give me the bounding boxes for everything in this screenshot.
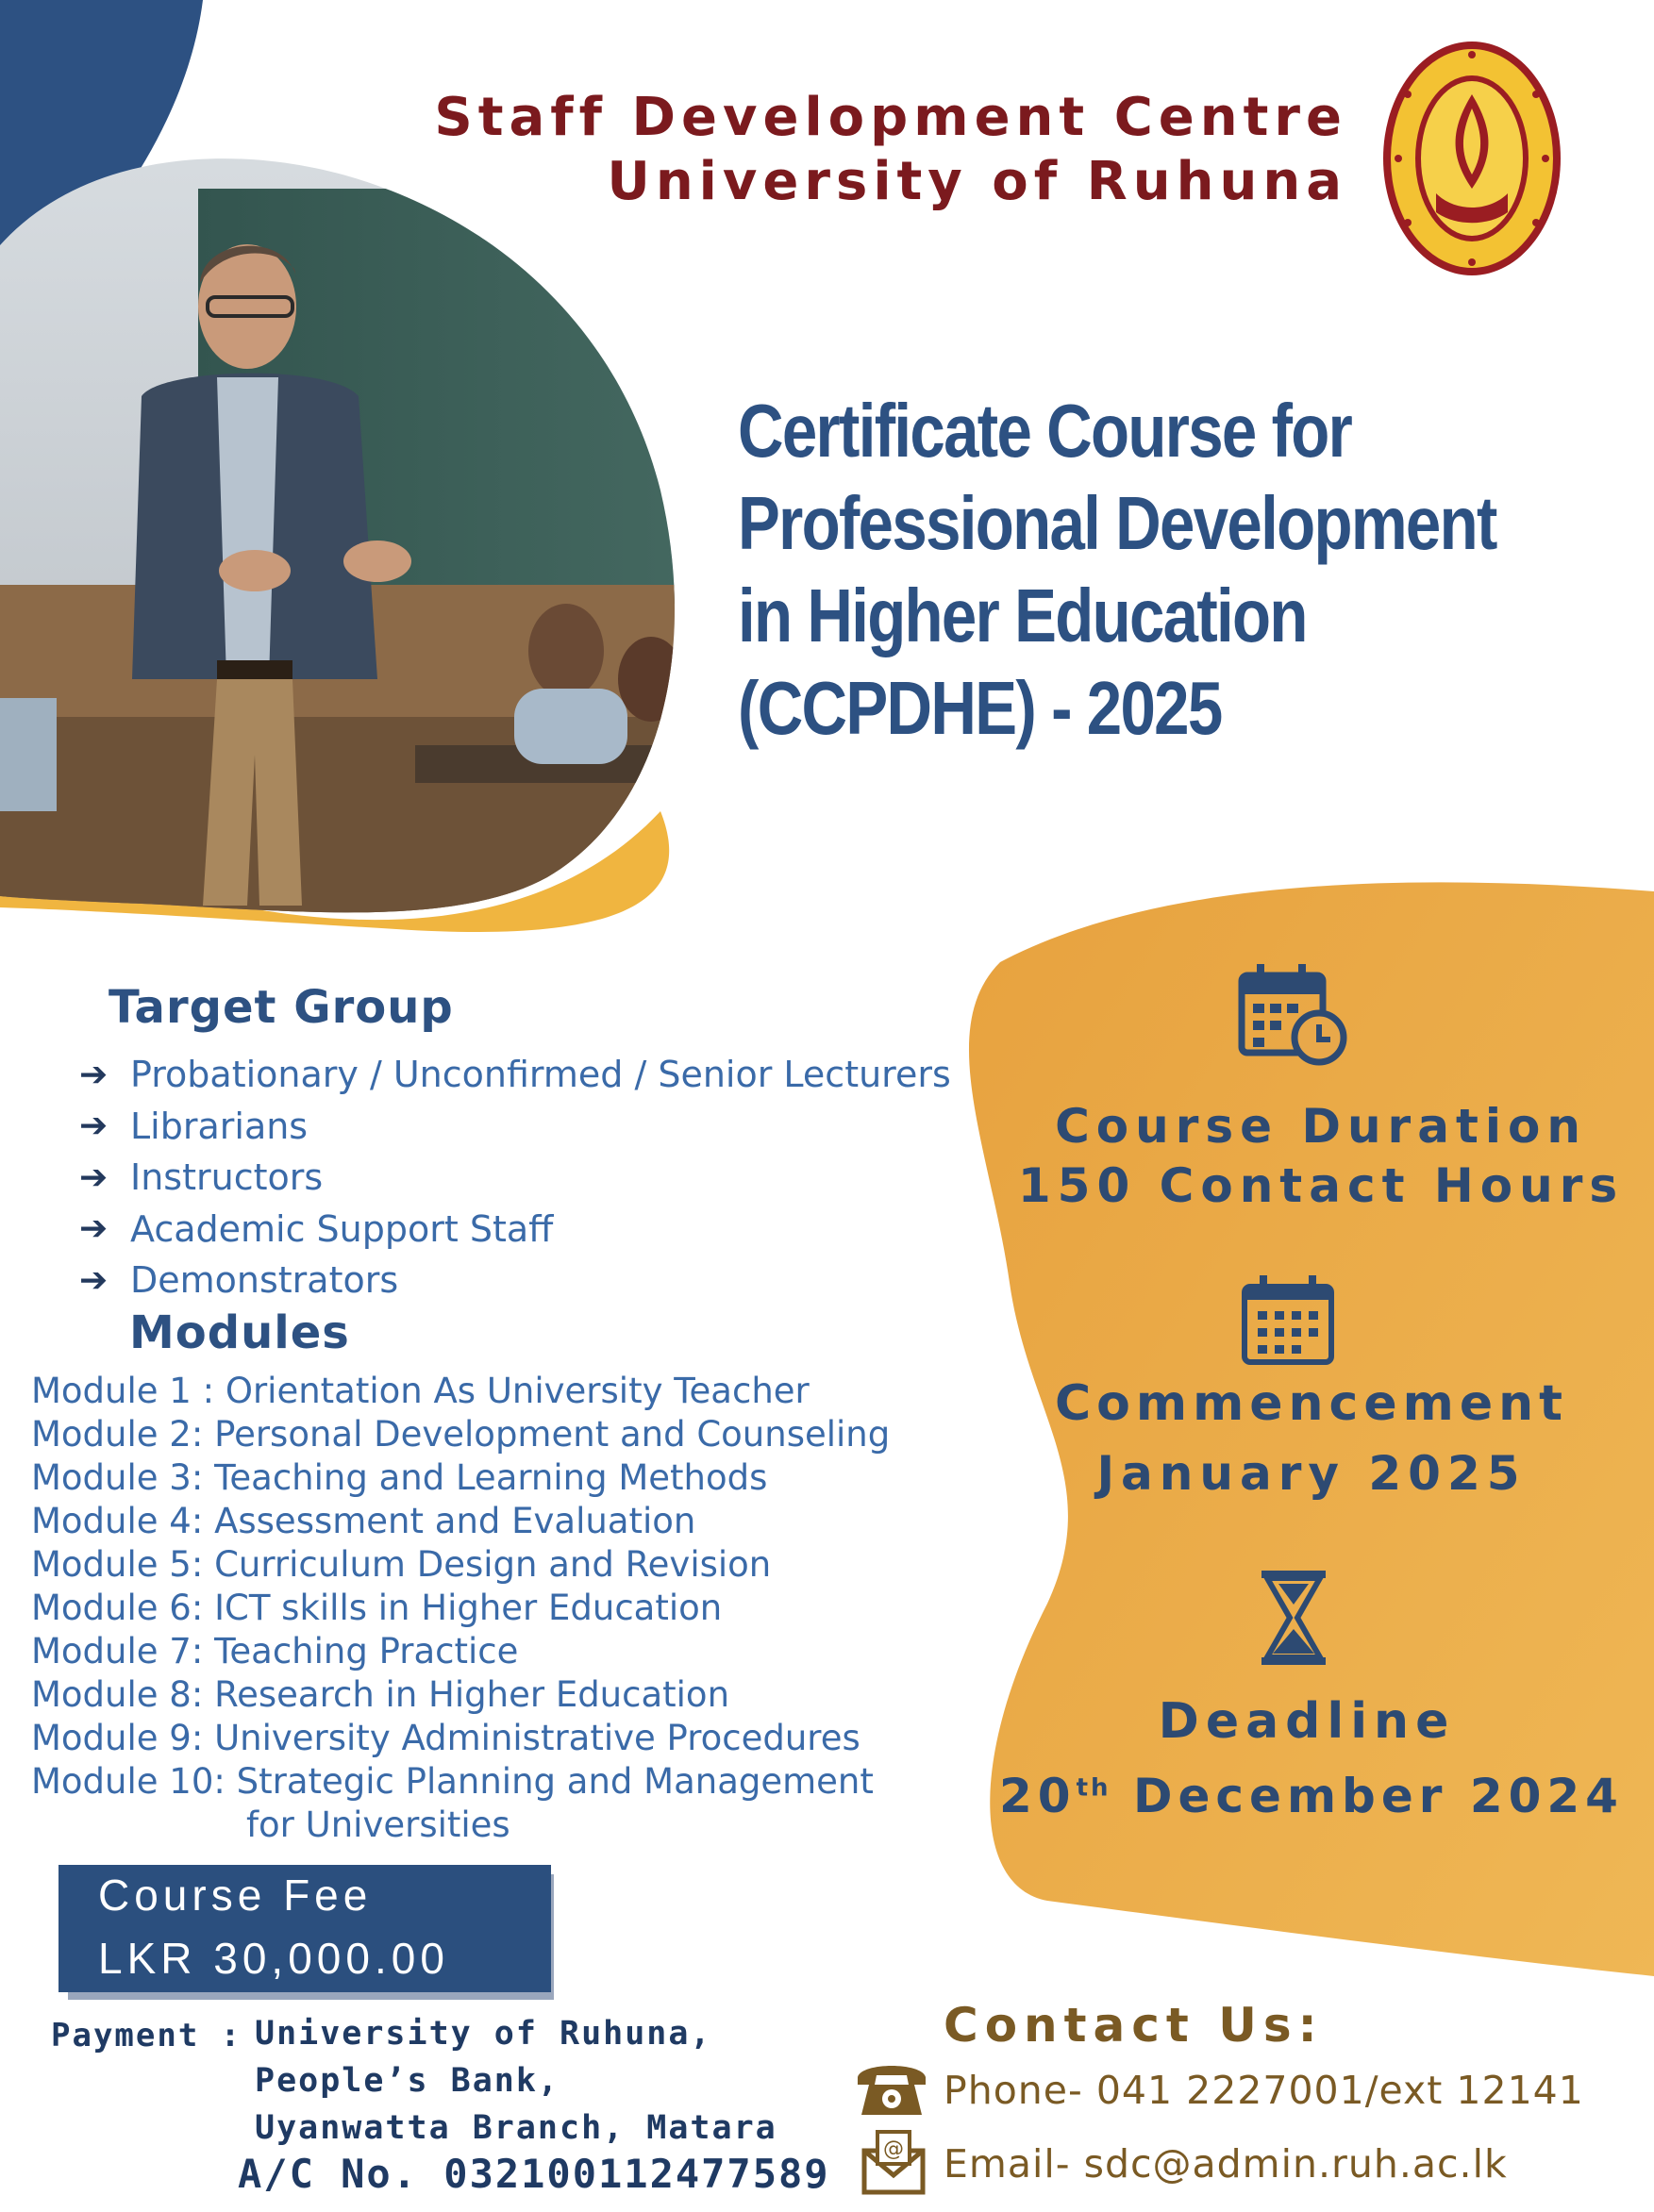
arrow-right-icon: ➔ (79, 1157, 109, 1197)
list-item: ➔ Instructors (79, 1156, 324, 1199)
list-item: ➔ Probationary / Unconfirmed / Senior Lecturers (79, 1054, 951, 1096)
course-title (738, 385, 1496, 755)
list-item: ➔ Academic Support Staff (79, 1207, 554, 1250)
arrow-right-icon: ➔ (79, 1209, 109, 1249)
arrow-right-icon: ➔ (79, 1260, 109, 1300)
payment-label: Payment : (51, 2017, 242, 2054)
list-item: Module 6: ICT skills in Higher Education (31, 1588, 723, 1628)
list-item: ➔ Demonstrators (79, 1259, 399, 1302)
modules-list (31, 1370, 890, 1847)
list-item: Module 1 : Orientation As University Teacher (31, 1371, 810, 1411)
course-title-line-2: Professional Development (738, 481, 1496, 565)
classroom-photo (0, 141, 689, 915)
list-item: ➔ Librarians (79, 1105, 309, 1147)
organization-name: Staff Development Centre (434, 87, 1347, 148)
list-item: Module 4: Assessment and Evaluation (31, 1501, 696, 1541)
list-item: Module 10: Strategic Planning and Management (31, 1761, 874, 1802)
contact-heading: Contact Us: (944, 1998, 1324, 2053)
course-fee-amount: LKR 30,000.00 (98, 1934, 449, 1983)
list-item-continuation: for Universities (246, 1805, 510, 1845)
payment-line-3: Uyanwatta Branch, Matara (255, 2109, 777, 2147)
list-item: Module 8: Research in Higher Education (31, 1674, 730, 1715)
account-number: A/C No. 032100112477589 (238, 2151, 830, 2197)
svg-text:@: @ (883, 2137, 904, 2161)
phone-icon (854, 2056, 929, 2119)
course-title-line-3: in Higher Education (738, 574, 1307, 657)
university-name: University of Ruhuna (607, 151, 1347, 212)
commencement-value: January 2025 (1096, 1446, 1527, 1501)
list-item: Module 5: Curriculum Design and Revision (31, 1544, 772, 1585)
contact-email: Email- sdc@admin.ruh.ac.lk (944, 2141, 1508, 2187)
target-group-heading: Target Group (109, 981, 454, 1034)
arrow-right-icon: ➔ (79, 1106, 109, 1146)
calendar-clock-icon (1236, 962, 1349, 1066)
contact-phone: Phone- 041 2227001/ext 12141 (944, 2068, 1584, 2113)
arrow-right-icon: ➔ (79, 1055, 109, 1094)
payment-line-1: University of Ruhuna, (255, 2015, 712, 2053)
course-fee-label: Course Fee (98, 1871, 373, 1920)
hourglass-icon (1260, 1571, 1328, 1665)
deadline-label: Deadline (1158, 1693, 1456, 1750)
modules-heading: Modules (129, 1306, 350, 1359)
list-item: Module 2: Personal Development and Counseling (31, 1414, 891, 1455)
commencement-label: Commencement (1055, 1375, 1568, 1432)
email-icon (860, 2130, 927, 2196)
course-title-line-1: Certificate Course for (738, 389, 1352, 473)
list-item: Module 9: University Administrative Procedures (31, 1718, 860, 1758)
deadline-value (981, 1769, 1642, 1823)
deadline-day: 20 (999, 1769, 1077, 1823)
list-item: Module 3: Teaching and Learning Methods (31, 1457, 768, 1498)
deadline-date: December 2024 (1132, 1769, 1624, 1823)
target-group-list (79, 1049, 951, 1306)
calendar-icon (1241, 1273, 1335, 1368)
payment-line-2: People’s Bank, (255, 2062, 560, 2100)
deadline-suffix: th (1076, 1773, 1111, 1803)
course-fee-box (58, 1865, 551, 1992)
course-duration-value: 150 Contact Hours (1017, 1158, 1625, 1213)
course-title-line-4: (CCPDHE) - 2025 (738, 666, 1222, 750)
list-item: Module 7: Teaching Practice (31, 1631, 519, 1671)
course-duration-label: Course Duration (1055, 1099, 1587, 1154)
university-seal-logo (1379, 38, 1564, 279)
